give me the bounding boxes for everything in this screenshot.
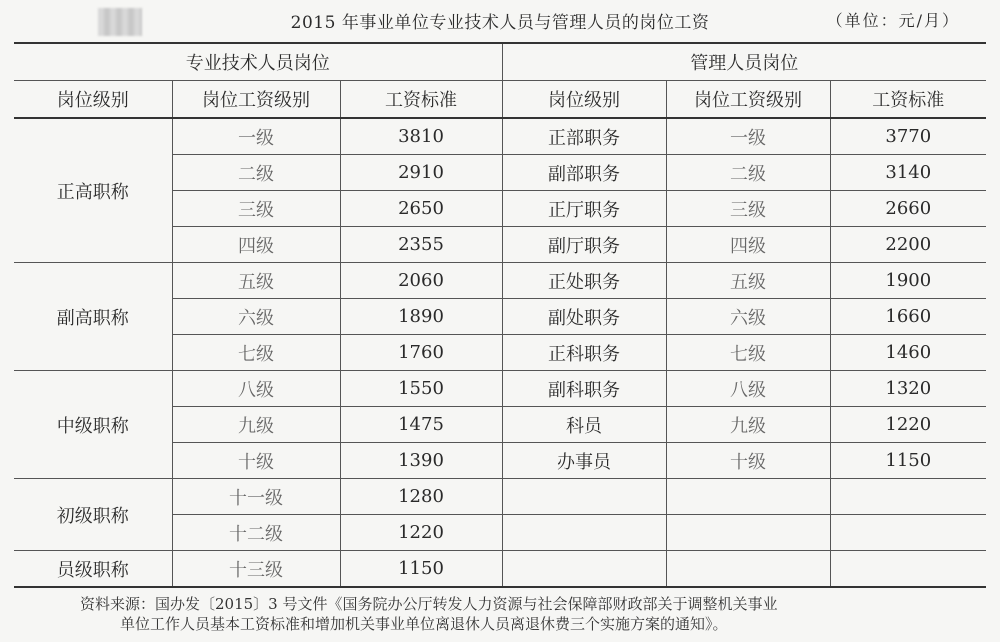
mgmt-salary-cell: 3140 — [830, 155, 986, 191]
tech-grade-cell: 十一级 — [172, 479, 340, 515]
tech-salary-cell: 1390 — [340, 443, 502, 479]
tech-salary-cell: 3810 — [340, 118, 502, 155]
tech-salary-cell: 1475 — [340, 407, 502, 443]
column-header: 岗位工资级别 — [172, 81, 340, 119]
mgmt-level-cell — [502, 551, 666, 588]
tech-grade-cell: 五级 — [172, 263, 340, 299]
mgmt-level-cell: 正科职务 — [502, 335, 666, 371]
tech-salary-cell: 1760 — [340, 335, 502, 371]
tech-salary-cell: 1280 — [340, 479, 502, 515]
tech-grade-cell: 一级 — [172, 118, 340, 155]
tech-salary-cell: 1150 — [340, 551, 502, 588]
mgmt-grade-cell: 九级 — [666, 407, 830, 443]
mgmt-level-cell: 正处职务 — [502, 263, 666, 299]
tech-grade-cell: 三级 — [172, 191, 340, 227]
mgmt-grade-cell: 八级 — [666, 371, 830, 407]
tech-grade-cell: 二级 — [172, 155, 340, 191]
table-row — [14, 479, 986, 515]
mgmt-level-cell: 副科职务 — [502, 371, 666, 407]
mgmt-grade-cell: 七级 — [666, 335, 830, 371]
column-header: 工资标准 — [340, 81, 502, 119]
mgmt-salary-cell — [830, 515, 986, 551]
tech-grade-cell: 四级 — [172, 227, 340, 263]
tech-salary-cell: 1890 — [340, 299, 502, 335]
tech-salary-cell: 1550 — [340, 371, 502, 407]
mgmt-level-cell: 科员 — [502, 407, 666, 443]
column-header: 岗位级别 — [502, 81, 666, 119]
tech-grade-cell: 十级 — [172, 443, 340, 479]
tech-grade-cell: 八级 — [172, 371, 340, 407]
salary-table — [14, 42, 986, 588]
tech-grade-cell: 九级 — [172, 407, 340, 443]
mgmt-level-cell: 正厅职务 — [502, 191, 666, 227]
mgmt-level-cell: 正部职务 — [502, 118, 666, 155]
mgmt-grade-cell — [666, 479, 830, 515]
mgmt-grade-cell: 三级 — [666, 191, 830, 227]
mgmt-salary-cell: 3770 — [830, 118, 986, 155]
tech-grade-cell: 六级 — [172, 299, 340, 335]
tech-salary-cell: 1220 — [340, 515, 502, 551]
mgmt-grade-cell — [666, 551, 830, 588]
source-note-line: 单位工作人员基本工资标准和增加机关事业单位离退休人员离退休费三个实施方案的通知》。 — [120, 615, 728, 633]
tech-grade-cell: 七级 — [172, 335, 340, 371]
table-body — [14, 118, 986, 587]
table-row — [14, 371, 986, 407]
tech-salary-cell: 2650 — [340, 191, 502, 227]
mgmt-salary-cell: 1220 — [830, 407, 986, 443]
tech-category-cell: 副高职称 — [14, 263, 172, 371]
mgmt-grade-cell: 五级 — [666, 263, 830, 299]
source-note-line: 资料来源：国办发〔2015〕3 号文件《国务院办公厅转发人力资源与社会保障部财政部关于调整机关事业 — [80, 595, 778, 613]
mgmt-level-cell: 副处职务 — [502, 299, 666, 335]
mgmt-level-cell: 副厅职务 — [502, 227, 666, 263]
mgmt-salary-cell — [830, 551, 986, 588]
table-title: 2015 年事业单位专业技术人员与管理人员的岗位工资 — [290, 13, 710, 33]
mgmt-grade-cell: 十级 — [666, 443, 830, 479]
tech-category-cell: 正高职称 — [14, 118, 172, 263]
mgmt-salary-cell: 1900 — [830, 263, 986, 299]
mgmt-salary-cell: 1660 — [830, 299, 986, 335]
tech-category-cell: 中级职称 — [14, 371, 172, 479]
table-row — [14, 263, 986, 299]
tech-category-cell: 员级职称 — [14, 551, 172, 588]
mgmt-level-cell — [502, 515, 666, 551]
mgmt-level-cell: 副部职务 — [502, 155, 666, 191]
mgmt-salary-cell — [830, 479, 986, 515]
tech-grade-cell: 十三级 — [172, 551, 340, 588]
mgmt-grade-cell: 二级 — [666, 155, 830, 191]
table-row — [14, 118, 986, 155]
mgmt-salary-cell: 1320 — [830, 371, 986, 407]
unit-label: （单位：元/月） — [826, 11, 960, 30]
tech-grade-cell: 十二级 — [172, 515, 340, 551]
mgmt-grade-cell: 四级 — [666, 227, 830, 263]
column-header: 岗位工资级别 — [666, 81, 830, 119]
mgmt-grade-cell — [666, 515, 830, 551]
tech-salary-cell: 2910 — [340, 155, 502, 191]
source-note — [80, 594, 940, 634]
mgmt-salary-cell: 1460 — [830, 335, 986, 371]
column-header: 工资标准 — [830, 81, 986, 119]
mgmt-level-cell: 办事员 — [502, 443, 666, 479]
mgmt-level-cell — [502, 479, 666, 515]
group-header-mgmt: 管理人员岗位 — [502, 43, 986, 81]
mgmt-salary-cell: 2200 — [830, 227, 986, 263]
group-header-tech: 专业技术人员岗位 — [14, 43, 502, 81]
column-header: 岗位级别 — [14, 81, 172, 119]
mgmt-grade-cell: 一级 — [666, 118, 830, 155]
tech-category-cell: 初级职称 — [14, 479, 172, 551]
table-row — [14, 551, 986, 588]
tech-salary-cell: 2060 — [340, 263, 502, 299]
mgmt-salary-cell: 2660 — [830, 191, 986, 227]
mgmt-grade-cell: 六级 — [666, 299, 830, 335]
tech-salary-cell: 2355 — [340, 227, 502, 263]
mgmt-salary-cell: 1150 — [830, 443, 986, 479]
